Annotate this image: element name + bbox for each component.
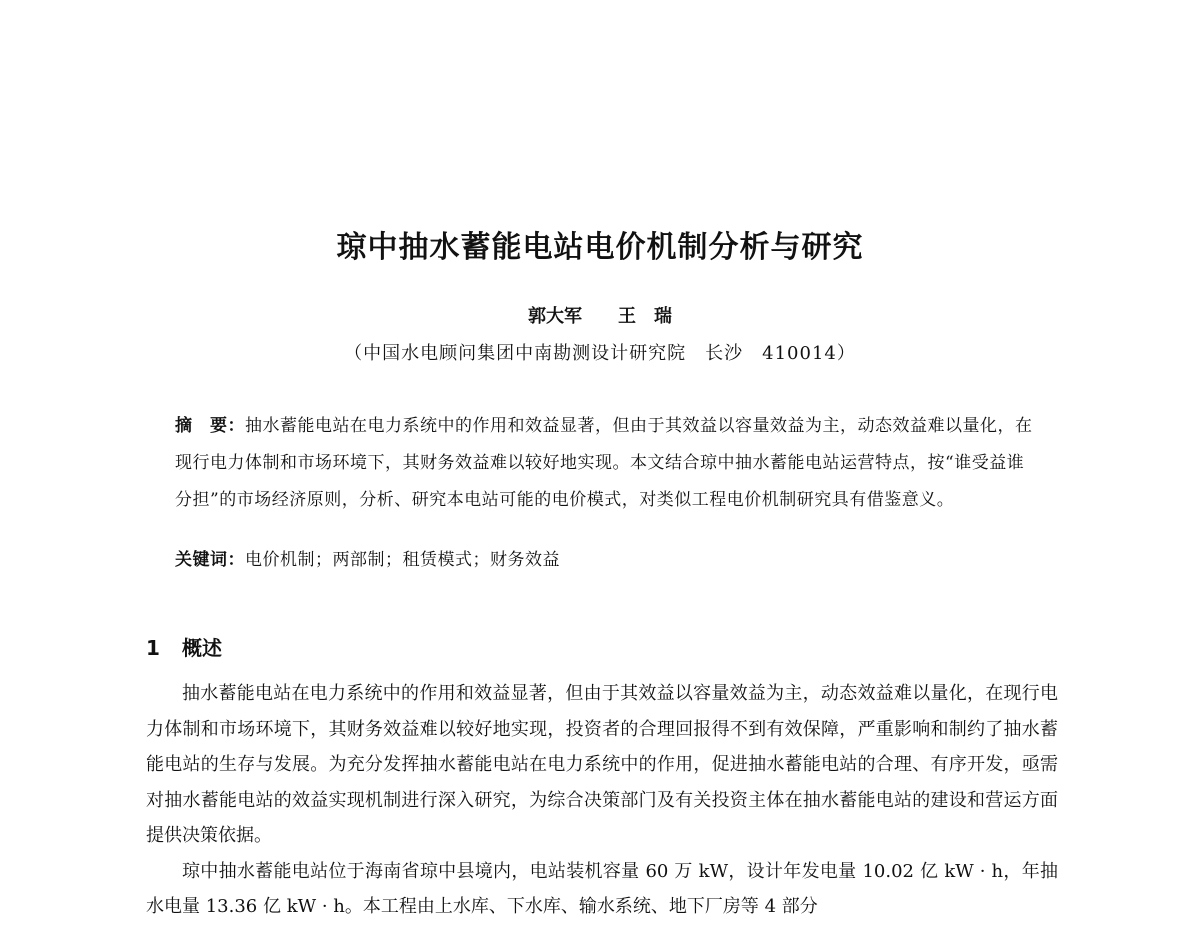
author-affiliation: （中国水电顾问集团中南勘测设计研究院 长沙 410014） bbox=[344, 343, 856, 364]
abstract-label: 摘 要： bbox=[175, 416, 245, 436]
body-paragraph: 抽水蓄能电站在电力系统中的作用和效益显著，但由于其效益以容量效益为主，动态效益难以量化，在现行电力体制和市场环境下，其财务效益难以较好地实现，投资者的合理回报得不到有效保障，严重影响和制约了抽水蓄能电站的生存与发展。为充分发挥抽水蓄能电站在电力系统中的作用，促进抽水蓄能电站的合理、有序开发，亟需对抽水蓄能电站的效益实现机制进行深入研究，为综合决策部门及有关投资主体在抽水蓄能电站的建设和营运方面提供决策依据。 bbox=[146, 683, 1058, 846]
section-number: 1 bbox=[146, 636, 160, 660]
body-paragraph: 琼中抽水蓄能电站位于海南省琼中县境内，电站装机容量 60 万 kW，设计年发电量 10.02 亿 kW · h，年抽水电量 13.36 亿 kW · h。本工程由上水库、下水库、输水系统、地下厂房等 4 部分 bbox=[146, 860, 1058, 917]
section-heading bbox=[146, 631, 222, 665]
section-title: 概述 bbox=[182, 636, 222, 660]
abstract-text: 抽水蓄能电站在电力系统中的作用和效益显著，但由于其效益以容量效益为主，动态效益难以量化，在现行电力体制和市场环境下，其财务效益难以较好地实现。本文结合琼中抽水蓄能电站运营特点，按“谁受益谁分担”的市场经济原则，分析、研究本电站可能的电价模式，对类似工程电价机制研究具有借鉴意义。 bbox=[175, 416, 1033, 510]
abstract bbox=[175, 408, 1035, 519]
keywords-text: 电价机制；两部制；租赁模式；财务效益 bbox=[245, 550, 560, 570]
paper-title: 琼中抽水蓄能电站电价机制分析与研究 bbox=[336, 230, 864, 265]
author-name: 王 瑞 bbox=[618, 306, 672, 327]
keywords bbox=[175, 545, 1035, 575]
author-list bbox=[0, 303, 1200, 331]
keywords-label: 关键词： bbox=[175, 550, 245, 570]
section-body bbox=[146, 676, 1058, 925]
author-name: 郭大军 bbox=[528, 306, 582, 327]
